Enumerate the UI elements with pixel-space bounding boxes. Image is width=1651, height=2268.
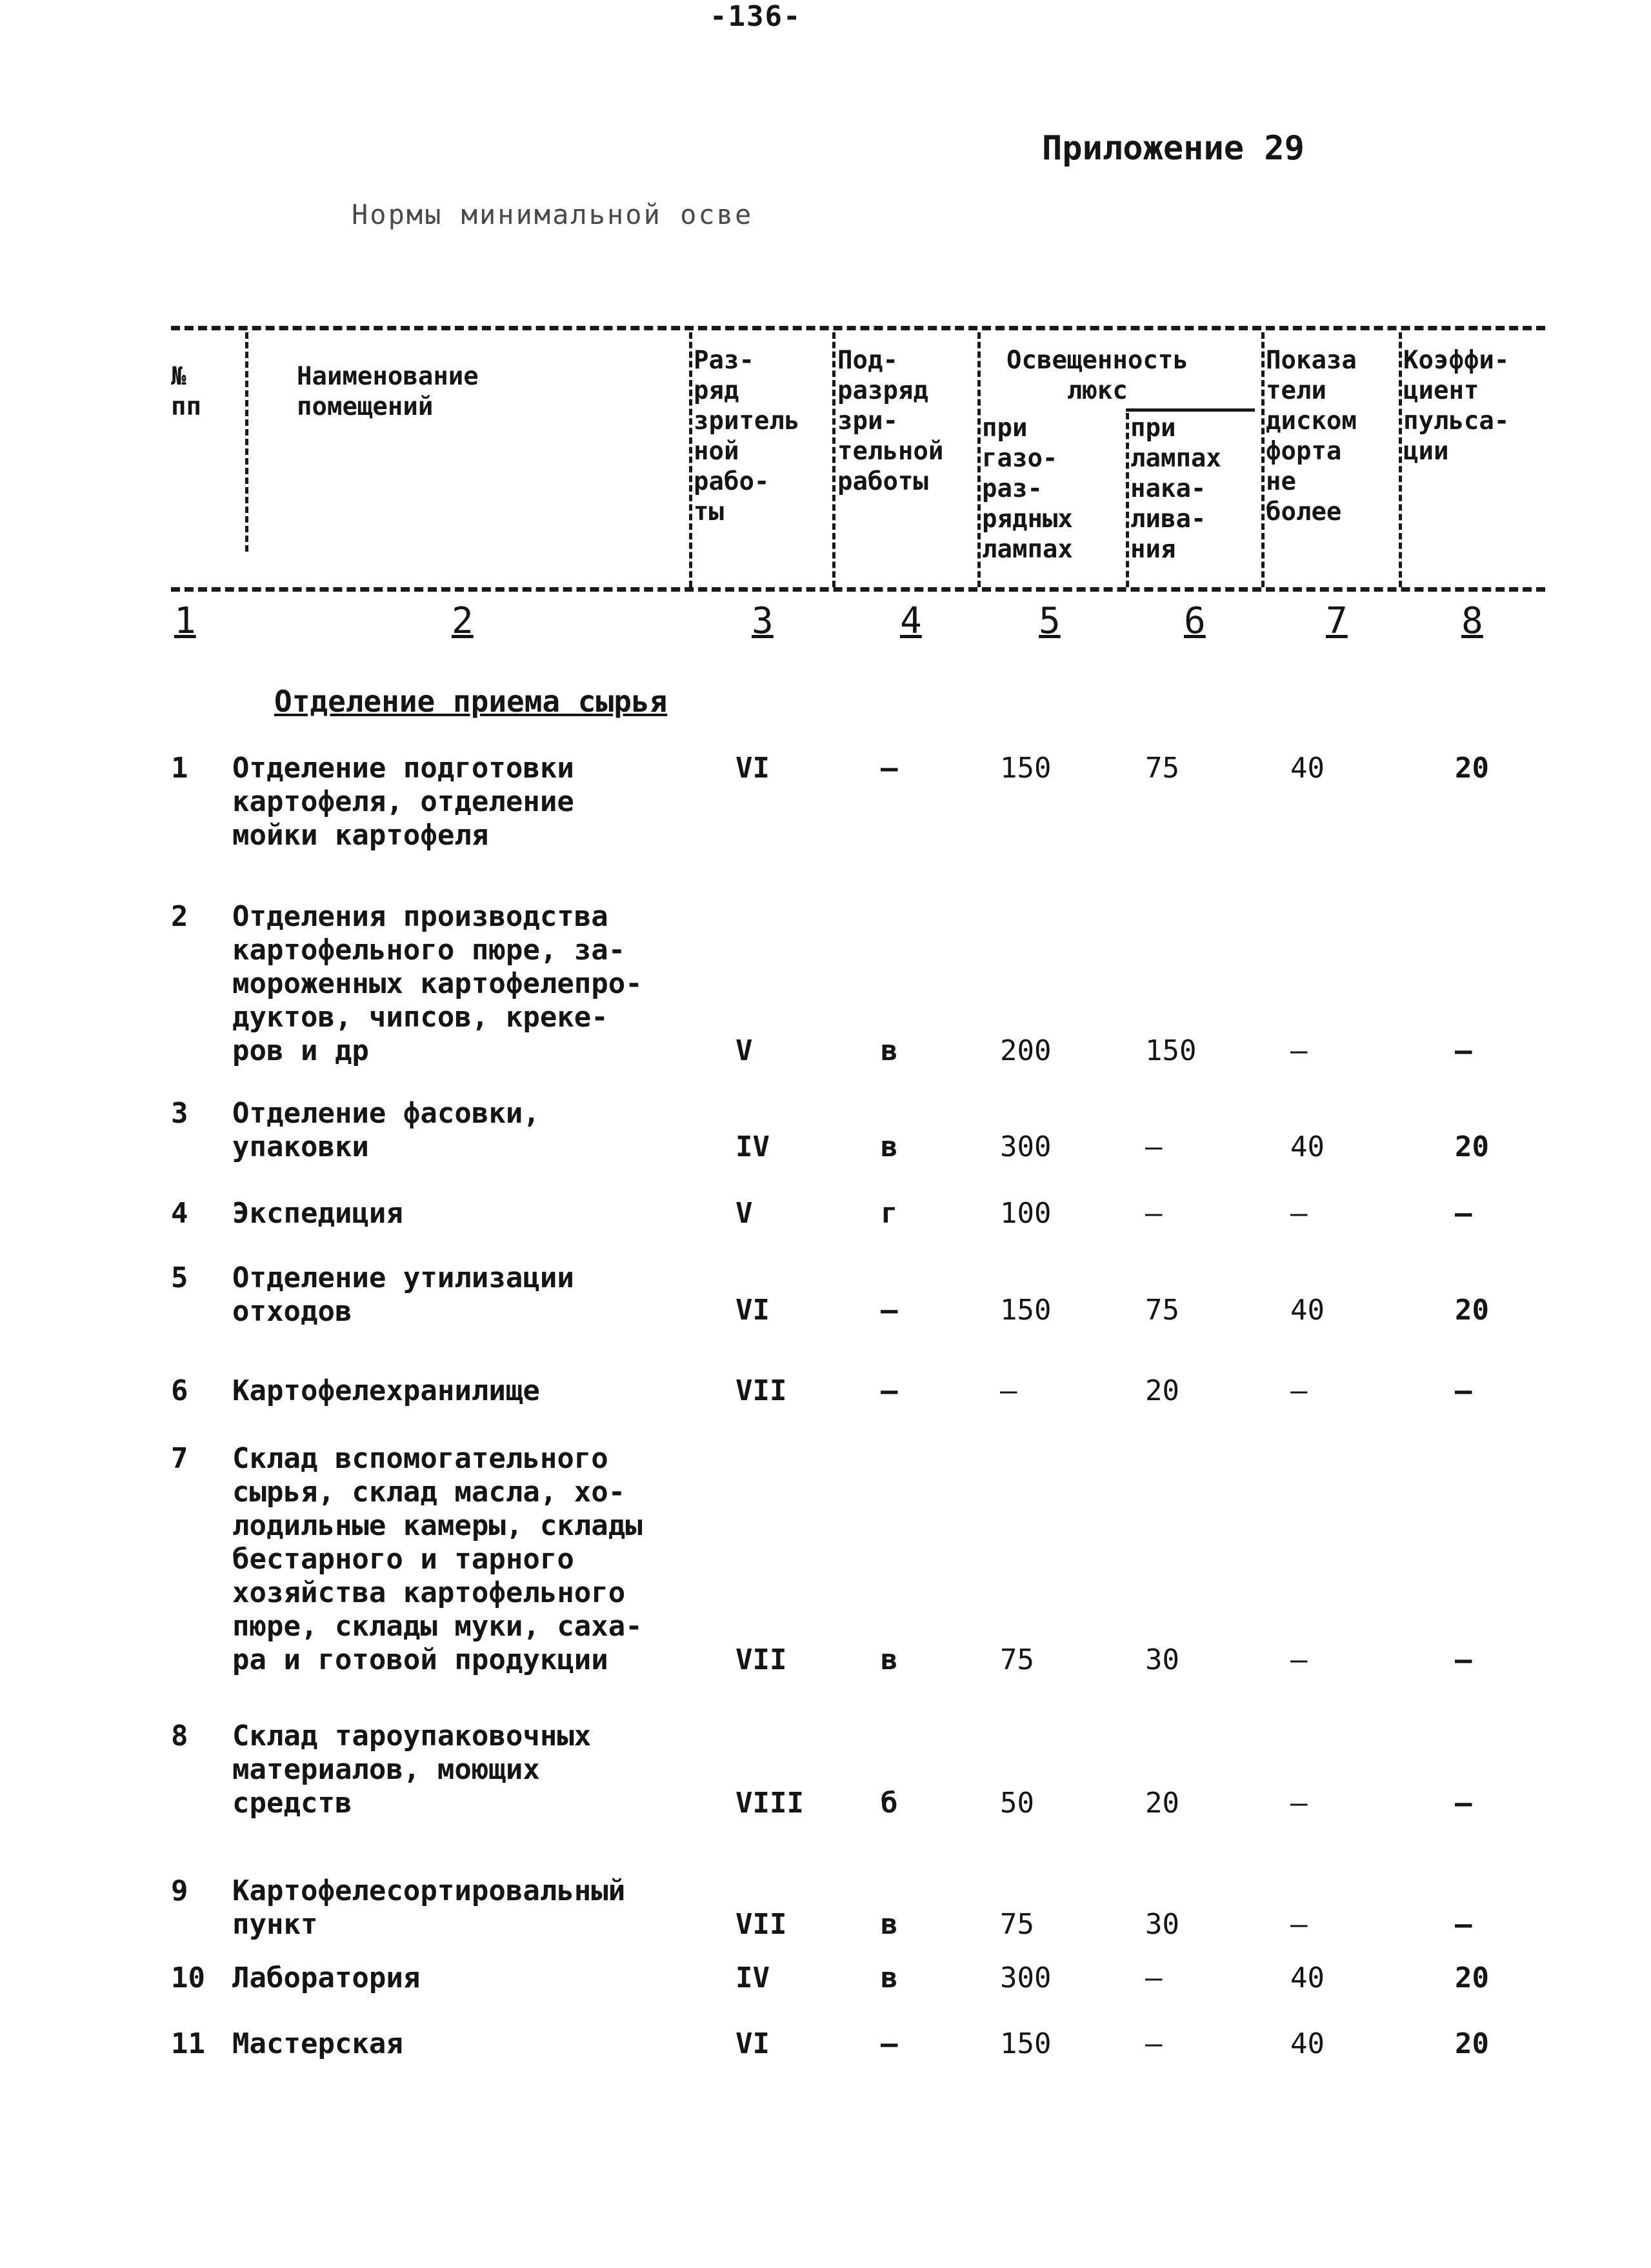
visual-grade: VII: [735, 1908, 787, 1941]
visual-subgrade: –: [881, 1294, 898, 1327]
pulsation-coefficient: 20: [1455, 2027, 1489, 2060]
row-number: 3: [171, 1097, 188, 1130]
pulsation-coefficient: –: [1455, 1908, 1472, 1941]
table-top-rule: [171, 326, 1545, 330]
document-title: Нормы минимальной осве: [352, 199, 754, 230]
header-illumination-group: Освещенность люкс: [1006, 346, 1188, 405]
visual-subgrade: в: [881, 1034, 898, 1067]
header-bottom-rule: [171, 587, 1545, 592]
pulsation-coefficient: 20: [1455, 752, 1489, 785]
visual-subgrade: в: [881, 1643, 898, 1676]
gas-discharge-lux: 75: [1000, 1643, 1034, 1676]
room-name: Лаборатория: [232, 1962, 421, 1994]
row-number: 11: [171, 2027, 205, 2060]
column-number: 7: [1326, 600, 1348, 642]
gas-discharge-lux: 100: [1000, 1197, 1052, 1230]
room-name: Отделения производства картофельного пюре, за- мороженных картофелепро- дуктов, чипсов, креке- ров и др: [232, 900, 643, 1067]
incandescent-lux: 75: [1145, 1294, 1179, 1327]
row-number: 2: [171, 900, 188, 933]
column-number: 5: [1039, 600, 1061, 642]
visual-grade: IV: [735, 1130, 770, 1163]
gas-discharge-lux: 150: [1000, 752, 1052, 785]
visual-grade: VII: [735, 1374, 787, 1407]
visual-subgrade: –: [881, 1374, 898, 1407]
pulsation-coefficient: 20: [1455, 1130, 1489, 1163]
header-visual-grade: Раз- ряд зритель ной рабо- ты: [694, 346, 800, 527]
discomfort-index: 40: [1290, 2027, 1325, 2060]
column-separator: [832, 332, 836, 587]
column-separator: [1261, 332, 1265, 587]
section-heading: Отделение приема сырья: [274, 684, 668, 719]
column-separator: [245, 332, 248, 552]
pulsation-coefficient: 20: [1455, 1962, 1489, 1994]
gas-discharge-lux: 300: [1000, 1962, 1052, 1994]
incandescent-lux: 30: [1145, 1908, 1179, 1941]
incandescent-lux: –: [1145, 1130, 1163, 1163]
incandescent-lux: –: [1145, 1962, 1163, 1994]
discomfort-index: –: [1290, 1374, 1308, 1407]
visual-subgrade: г: [881, 1197, 898, 1230]
room-name: Картофелесортировальный пункт: [232, 1874, 626, 1941]
visual-grade: VI: [735, 752, 770, 785]
discomfort-index: –: [1290, 1197, 1308, 1230]
pulsation-coefficient: –: [1455, 1787, 1472, 1820]
visual-subgrade: –: [881, 752, 898, 785]
column-separator: [977, 332, 981, 587]
gas-discharge-lux: 50: [1000, 1787, 1034, 1820]
visual-grade: VIII: [735, 1787, 804, 1820]
row-number: 4: [171, 1197, 188, 1230]
room-name: Экспедиция: [232, 1197, 403, 1230]
row-number: 1: [171, 752, 188, 785]
discomfort-index: 40: [1290, 1294, 1325, 1327]
discomfort-index: 40: [1290, 1130, 1325, 1163]
incandescent-lux: 30: [1145, 1643, 1179, 1676]
discomfort-index: –: [1290, 1787, 1308, 1820]
gas-discharge-lux: 200: [1000, 1034, 1052, 1067]
header-room-name: Наименование помещений: [297, 362, 479, 421]
room-name: Отделение подготовки картофеля, отделение мойки картофеля: [232, 752, 574, 852]
visual-subgrade: –: [881, 2027, 898, 2060]
discomfort-index: –: [1290, 1643, 1308, 1676]
page-number: -136-: [710, 0, 802, 33]
visual-grade: VI: [735, 2027, 770, 2060]
appendix-label: Приложение 29: [1042, 129, 1305, 168]
visual-grade: V: [735, 1034, 753, 1067]
column-number: 1: [174, 600, 196, 642]
visual-subgrade: б: [881, 1787, 898, 1820]
row-number: 10: [171, 1962, 205, 1994]
room-name: Склад вспомогательного сырья, склад масла, хо- лодильные камеры, склады бестарного и тарного хозяйства картофельного пюре, склады муки, саха- ра и готовой продукции: [232, 1442, 643, 1676]
column-number: 6: [1184, 600, 1206, 642]
visual-grade: VII: [735, 1643, 787, 1676]
column-separator: [1399, 332, 1402, 587]
pulsation-coefficient: –: [1455, 1643, 1472, 1676]
room-name: Картофелехранилище: [232, 1374, 540, 1407]
incandescent-lux: 75: [1145, 752, 1179, 785]
column-separator: [689, 332, 692, 587]
header-incandescent: при лампах нака- лива- ния: [1130, 414, 1221, 564]
gas-discharge-lux: 300: [1000, 1130, 1052, 1163]
incandescent-lux: 20: [1145, 1787, 1179, 1820]
row-number: 8: [171, 1720, 188, 1752]
discomfort-index: –: [1290, 1034, 1308, 1067]
visual-subgrade: в: [881, 1962, 898, 1994]
header-pulsation: Коэффи- циент пульса- ции: [1403, 346, 1510, 466]
visual-grade: V: [735, 1197, 753, 1230]
header-gas-discharge: при газо- раз- рядных лампах: [982, 414, 1073, 564]
header-number: № пп: [171, 362, 201, 421]
row-number: 9: [171, 1874, 188, 1907]
incandescent-lux: 20: [1145, 1374, 1179, 1407]
discomfort-index: 40: [1290, 1962, 1325, 1994]
incandescent-lux: –: [1145, 1197, 1163, 1230]
gas-discharge-lux: –: [1000, 1374, 1017, 1407]
incandescent-lux: –: [1145, 2027, 1163, 2060]
column-separator: [1126, 413, 1129, 587]
room-name: Отделение утилизации отходов: [232, 1261, 574, 1328]
pulsation-coefficient: –: [1455, 1197, 1472, 1230]
illumination-group-rule: [1126, 408, 1255, 412]
room-name: Склад тароупаковочных материалов, моющих средств: [232, 1720, 592, 1820]
gas-discharge-lux: 75: [1000, 1908, 1034, 1941]
gas-discharge-lux: 150: [1000, 1294, 1052, 1327]
header-discomfort: Показа тели диском форта не более: [1266, 346, 1357, 527]
incandescent-lux: 150: [1145, 1034, 1197, 1067]
pulsation-coefficient: 20: [1455, 1294, 1489, 1327]
gas-discharge-lux: 150: [1000, 2027, 1052, 2060]
row-number: 7: [171, 1442, 188, 1475]
column-number: 8: [1461, 600, 1483, 642]
column-number: 3: [752, 600, 774, 642]
row-number: 5: [171, 1261, 188, 1294]
room-name: Мастерская: [232, 2027, 403, 2060]
visual-subgrade: в: [881, 1130, 898, 1163]
visual-subgrade: в: [881, 1908, 898, 1941]
discomfort-index: –: [1290, 1908, 1308, 1941]
header-visual-subgrade: Под- разряд зри- тельной работы: [837, 346, 944, 496]
visual-grade: VI: [735, 1294, 770, 1327]
pulsation-coefficient: –: [1455, 1374, 1472, 1407]
pulsation-coefficient: –: [1455, 1034, 1472, 1067]
row-number: 6: [171, 1374, 188, 1407]
discomfort-index: 40: [1290, 752, 1325, 785]
column-number: 4: [900, 600, 922, 642]
room-name: Отделение фасовки, упаковки: [232, 1097, 540, 1163]
visual-grade: IV: [735, 1962, 770, 1994]
column-number: 2: [452, 600, 474, 642]
